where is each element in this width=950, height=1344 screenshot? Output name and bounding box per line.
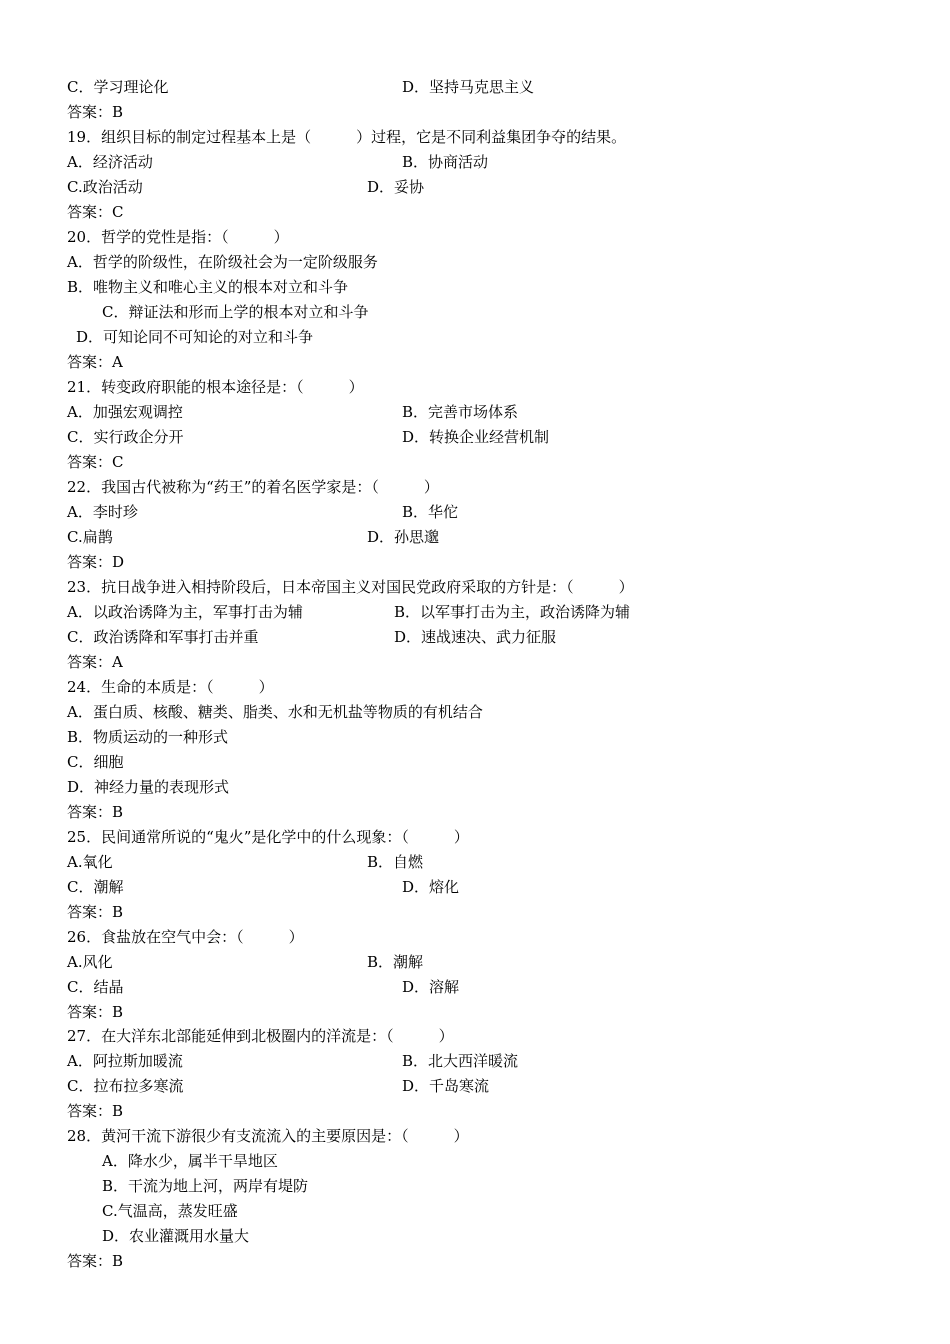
option-b: B．自燃 [367,853,424,871]
option-d: D．神经力量的表现形式 [67,778,230,796]
option-c: C．辩证法和形而上学的根本对立和斗争 [102,303,369,321]
answer: 答案：B [67,803,124,821]
option-b: B．干流为地上河，两岸有堤防 [102,1177,309,1195]
option-c: C．实行政企分开 [67,428,184,446]
option-a: A．以政治诱降为主，军事打击为辅 [67,603,303,621]
option-d: D．转换企业经营机制 [402,428,550,446]
option-a: A.风化 [67,953,113,971]
option-c: C．拉布拉多寒流 [67,1077,184,1095]
question-19: 19．组织目标的制定过程基本上是（ ）过程，它是不同利益集团争夺的结果。 [67,128,627,146]
option-c: C．细胞 [67,753,124,771]
option-b: B．协商活动 [402,153,489,171]
option-d: D．熔化 [402,878,460,896]
question-27: 27．在大洋东北部能延伸到北极圈内的洋流是：（ ） [67,1027,454,1045]
answer: 答案：B [67,1102,124,1120]
option-c: C．潮解 [67,878,124,896]
question-20: 20．哲学的党性是指：（ ） [67,228,289,246]
option-b: B．唯物主义和唯心主义的根本对立和斗争 [67,278,349,296]
question-21: 21．转变政府职能的根本途径是：（ ） [67,378,364,396]
option-b: B．以军事打击为主，政治诱降为辅 [394,603,631,621]
question-25: 25．民间通常所说的“鬼火”是化学中的什么现象：（ ） [67,828,469,846]
answer: 答案：B [67,103,124,121]
option-d: D．孙思邈 [367,528,440,546]
option-b: B．北大西洋暖流 [402,1052,519,1070]
answer: 答案：B [67,1003,124,1021]
option-a: A．加强宏观调控 [67,403,183,421]
question-24: 24．生命的本质是：（ ） [67,678,274,696]
option-a: A．阿拉斯加暖流 [67,1052,183,1070]
answer: 答案：C [67,453,124,471]
option-d: D．速战速决、武力征服 [394,628,557,646]
option-c: C.扁鹊 [67,528,113,546]
option-c: C.政治活动 [67,178,143,196]
option-a: A.氧化 [67,853,113,871]
option-d: D．妥协 [367,178,425,196]
option-d: D．可知论同不可知论的对立和斗争 [76,328,314,346]
question-22: 22．我国古代被称为“药王”的着名医学家是：（ ） [67,478,439,496]
question-28: 28．黄河干流下游很少有支流流入的主要原因是：（ ） [67,1127,469,1145]
option-c: C.气温高，蒸发旺盛 [102,1202,238,1220]
option-b: B．潮解 [367,953,424,971]
option-b: B．华佗 [402,503,459,521]
option-a: A．经济活动 [67,153,153,171]
option-a: A．蛋白质、核酸、糖类、脂类、水和无机盐等物质的有机结合 [67,703,483,721]
option-d: D．坚持马克思主义 [402,78,535,96]
question-26: 26．食盐放在空气中会：（ ） [67,928,304,946]
option-c: C．政治诱降和军事打击并重 [67,628,259,646]
option-d: D．农业灌溉用水量大 [102,1227,250,1245]
answer: 答案：B [67,1252,124,1270]
option-b: B．物质运动的一种形式 [67,728,229,746]
answer: 答案：C [67,203,124,221]
answer: 答案：B [67,903,124,921]
option-c: C．学习理论化 [67,78,169,96]
option-a: A．降水少，属半干旱地区 [102,1152,278,1170]
option-a: A．李时珍 [67,503,138,521]
answer: 答案：A [67,653,123,671]
option-d: D．千岛寒流 [402,1077,490,1095]
option-b: B．完善市场体系 [402,403,519,421]
answer: 答案：D [67,553,125,571]
option-a: A．哲学的阶级性，在阶级社会为一定阶级服务 [67,253,378,271]
option-c: C．结晶 [67,978,124,996]
question-23: 23．抗日战争进入相持阶段后，日本帝国主义对国民党政府采取的方针是：（ ） [67,578,634,596]
answer: 答案：A [67,353,123,371]
option-d: D．溶解 [402,978,460,996]
